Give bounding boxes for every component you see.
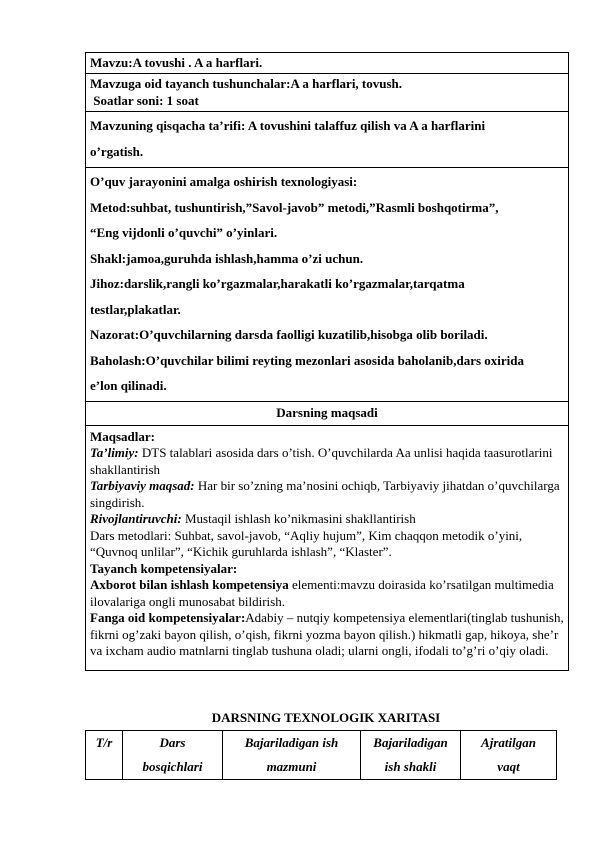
key-concepts-row [86, 74, 568, 112]
col-stages-label-1: Dars [159, 735, 186, 750]
technology-heading: O’quv jarayonini amalga oshirish texnologiyasi: [90, 174, 358, 189]
col-number-label: T/r [95, 735, 113, 750]
col-content-label-2: mazmuni [266, 759, 317, 774]
col-form-label-2: ish shakli [384, 759, 437, 774]
goal-heading-row: Darsning maqsadi [86, 402, 568, 426]
info-competency-label: Axborot bilan ishlash kompetensiya [90, 577, 289, 592]
tech-map-table [85, 730, 557, 780]
upbringing-aim-label: Tarbiyaviy maqsad: [90, 478, 195, 493]
upbringing-aim-text: Har bir so’zning ma’nosini ochiqb, Tarbiyaviy jihatdan o’quvchilarga singdirish. [90, 478, 560, 510]
equipment-line: Jihoz:darslik,rangli ko’rgazmalar,harakatli ko’rgazmalar,tarqatma [90, 276, 465, 291]
upbringing-aim [90, 478, 564, 511]
summary-line-2: o’rgatish. [90, 144, 144, 159]
tech-map-title: DARSNING TEXNOLOGIK XARITASI [211, 710, 441, 725]
col-time [461, 731, 557, 780]
key-concepts-text: Mavzuga oid tayanch tushunchalar:A a harflari, tovush. [90, 76, 403, 91]
developmental-aim-label: Rivojlantiruvchi: [90, 511, 182, 526]
control-line: Nazorat:O’quvchilarning darsda faolligi kuzatilib,hisobga olib boriladi. [90, 327, 488, 342]
method-line-cont: “Eng vijdonli o’quvchi” o’yinlari. [90, 225, 278, 240]
subject-competency [90, 610, 564, 660]
developmental-aim [90, 511, 564, 528]
col-form-label-1: Bajariladigan [373, 735, 448, 750]
educational-aim [90, 445, 564, 478]
col-form [361, 731, 461, 780]
col-time-label-2: vaqt [497, 759, 520, 774]
technology-row [86, 168, 568, 402]
col-content [223, 731, 361, 780]
subject-competency-text: Adabiy – nutqiy kompetensiya elementlari(tinglab tushunish, fikrni og’zaki bayon qilish, o’qish, fikrni yozma bayon qilish.) hikmatli gap, hikoya, she’r va ixcham audio matnlarni tinglab tushuna oladi; ularni ongli, ifodali to’g’ri o’qiy oladi. [90, 610, 564, 658]
col-time-label-1: Ajratilgan [481, 735, 536, 750]
lesson-methods: Dars metodlari: Suhbat, savol-javob, “Aqliy hujum”, Kim chaqqon metodik o’yini, “Quvnoq unlilar”, “Kichik guruhlarda ishlash”, “Klaster”. [90, 527, 523, 559]
educational-aim-text: DTS talablari asosida dars o’tish. O’quvchilarda Aa unlisi haqida taasurotlarini shakllantirish [90, 445, 553, 477]
aims-heading: Maqsadlar: [90, 428, 155, 444]
info-competency-text: elementi:mavzu doirasida ko’rsatilgan multimedia ilovalariga ongli munosabat bildirish. [90, 577, 554, 609]
table-header-row [86, 731, 557, 780]
developmental-aim-text: Mustaqil ishlash ko’nikmasini shakllantirish [181, 511, 416, 526]
col-number [86, 731, 123, 780]
col-content-label-1: Bajariladigan ish [244, 735, 339, 750]
educational-aim-label: Ta’limiy: [90, 445, 139, 460]
col-stages [123, 731, 223, 780]
competencies-heading: Tayanch kompetensiyalar: [90, 560, 238, 576]
col-stages-label-2: bosqichlari [142, 759, 203, 774]
method-line: Metod:suhbat, tushuntirish,”Savol-javob” metodi,”Rasmli boshqotirma”, [90, 199, 499, 215]
summary-line-1: Mavzuning qisqacha ta’rifi: A tovushini talaffuz qilish va A a harflarini [90, 118, 486, 133]
assessment-line-cont: e’lon qilinadi. [90, 378, 167, 393]
hours-text: Soatlar soni: 1 soat [90, 93, 199, 108]
equipment-line-cont: testlar,plakatlar. [90, 301, 181, 317]
aims-row [86, 426, 568, 670]
topic-row: Mavzu:A tovushi . A a harflari. [86, 53, 568, 74]
form-line: Shakl:jamoa,guruhda ishlash,hamma o’zi uchun. [90, 250, 364, 266]
info-competency [90, 577, 564, 610]
subject-competency-label: Fanga oid kompetensiyalar: [90, 610, 246, 625]
assessment-line: Baholash:O’quvchilar bilimi reyting mezonlari asosida baholanib,dars oxirida [90, 352, 525, 368]
lesson-plan-frame [85, 52, 569, 671]
summary-row [86, 112, 568, 168]
